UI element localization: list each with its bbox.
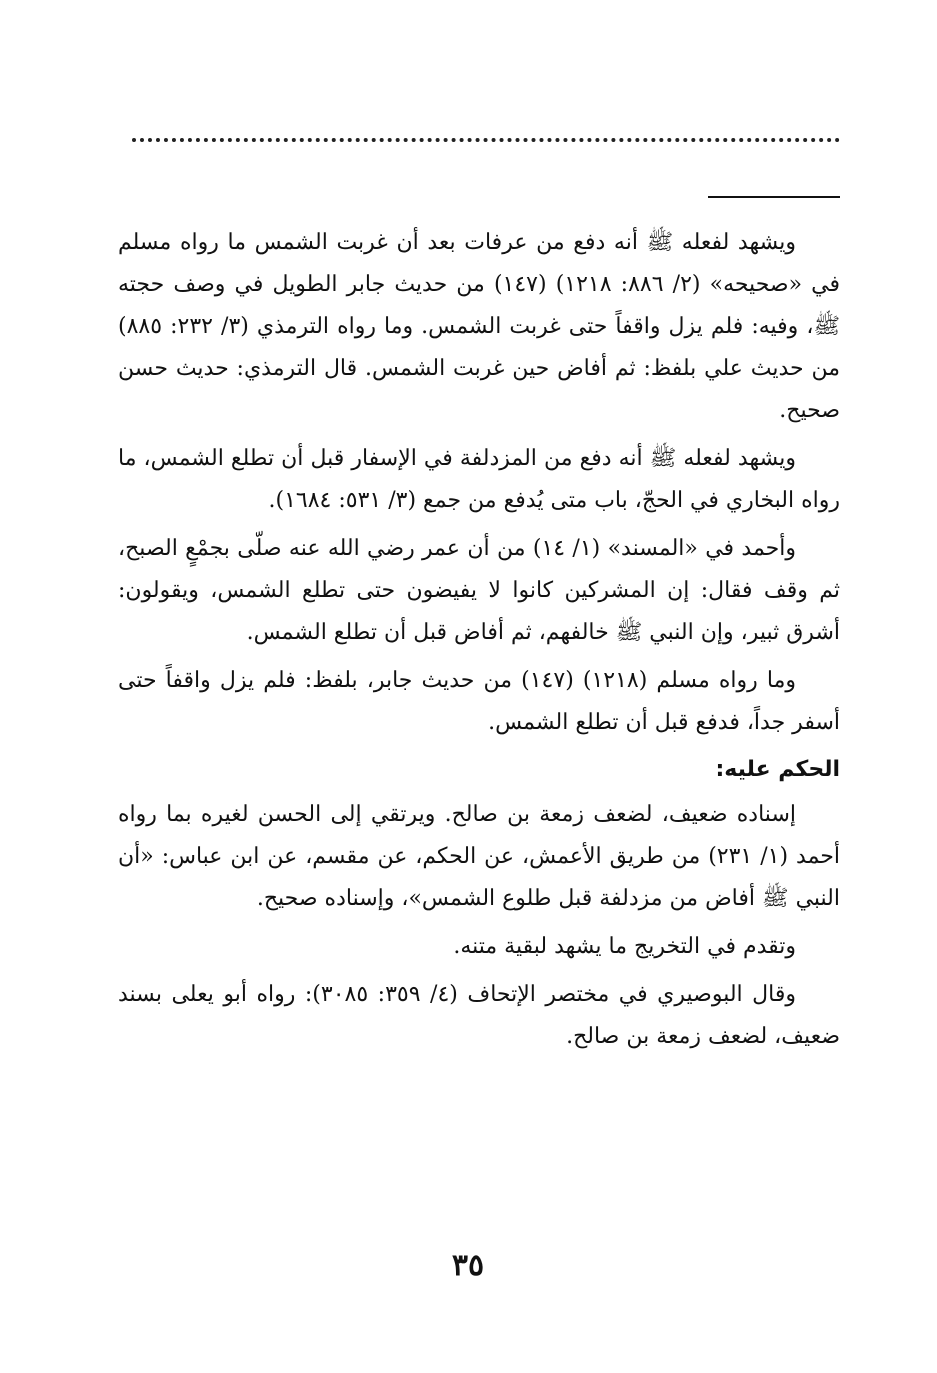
paragraph: إسناده ضعيف، لضعف زمعة بن صالح. ويرتقي إلى الحسن لغيره بما رواه أحمد (١/ ٢٣١) من طريق الأعمش، عن الحكم، عن مقسم، عن ابن عباس: «أن النبي ﷺ أفاض من مزدلفة قبل طلوع الشمس»، وإسناده صحيح.: [118, 802, 840, 911]
page-number: ٣٥: [451, 1248, 485, 1283]
paragraph: وما رواه مسلم (١٢١٨) (١٤٧) من حديث جابر، بلفظ: فلم يزل واقفاً حتى أسفر جداً، فدفع قبل أن تطلع الشمس.: [118, 668, 840, 735]
dotted-separator: [132, 138, 840, 142]
paragraph: وقال البوصيري في مختصر الإتحاف (٤/ ٣٥٩: ٣٠٨٥): رواه أبو يعلى بسند ضعيف، لضعف زمعة بن صالح.: [118, 982, 840, 1049]
paragraph: وأحمد في «المسند» (١/ ١٤) من أن عمر رضي الله عنه صلّى بجمْعٍ الصبح، ثم وقف فقال: إن المشركين كانوا لا يفيضون حتى تطلع الشمس، ويقولون: أشرق ثبير، وإن النبي ﷺ خالفهم، ثم أفاض قبل أن تطلع الشمس.: [118, 536, 840, 645]
paragraph: ويشهد لفعله ﷺ أنه دفع من المزدلفة في الإسفار قبل أن تطلع الشمس، ما رواه البخاري في الحجّ، باب متى يُدفع من جمع (٣/ ٥٣١: ١٦٨٤).: [118, 446, 840, 513]
paragraph: وتقدم في التخريج ما يشهد لبقية متنه.: [453, 934, 796, 959]
paragraph: ويشهد لفعله ﷺ أنه دفع من عرفات بعد أن غربت الشمس ما رواه مسلم في «صحيحه» (٢/ ٨٨٦: ١٢١٨) (١٤٧) من حديث جابر الطويل في وصف حجته ﷺ، وفيه: فلم يزل واقفاً حتى غربت الشمس. وما رواه الترمذي (٣/ ٢٣٢: ٨٨٥) من حديث علي بلفظ: ثم أفاض حين غربت الشمس. قال الترمذي: حديث حسن صحيح.: [118, 230, 841, 423]
page-body: [118, 222, 840, 1064]
section-heading: الحكم عليه:: [715, 757, 840, 782]
footnote-separator: [708, 196, 840, 198]
